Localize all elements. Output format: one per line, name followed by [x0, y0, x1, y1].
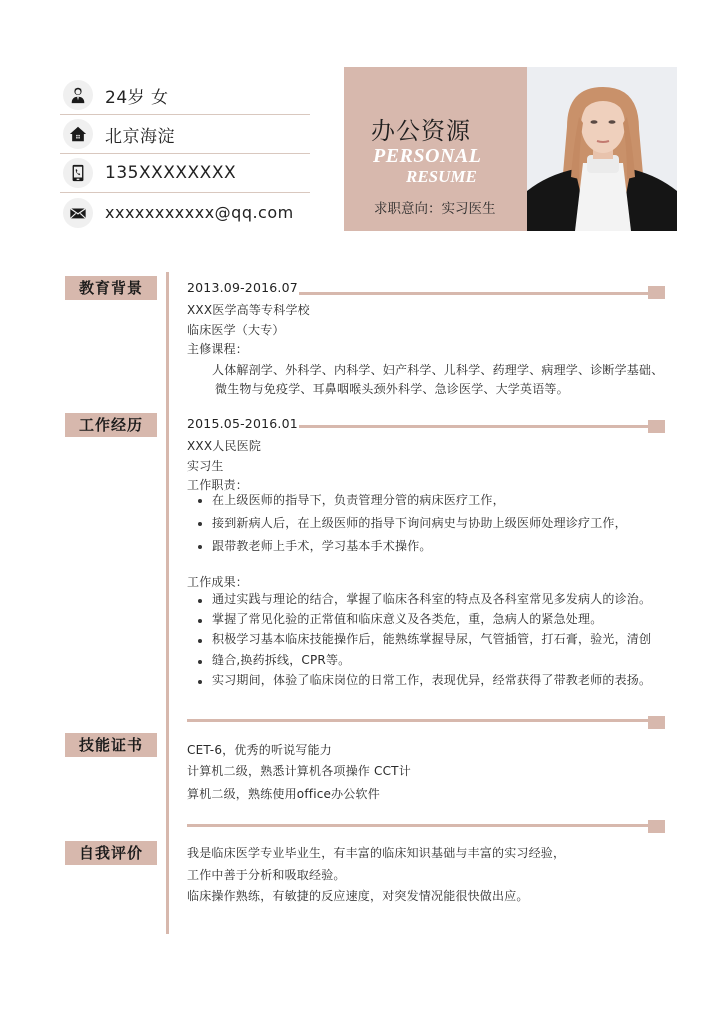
work-duties-label: 工作职责：	[187, 478, 249, 492]
work-divider-marker	[648, 420, 665, 433]
education-period: 2013.09-2016.07	[187, 280, 298, 295]
skill-line: 算机二级，熟练使用office办公软件	[187, 787, 380, 801]
portrait-image	[527, 67, 677, 231]
email-address[interactable]: xxxxxxxxxxx@qq.com	[105, 203, 294, 222]
section-label-self-eval: 自我评价	[65, 841, 157, 865]
duty-item: 接到新病人后，在上级医师的指导下询问病史与协助上级医师处理诊疗工作，	[196, 512, 627, 535]
candidate-name: 办公资源	[371, 117, 471, 145]
education-divider-marker	[648, 286, 665, 299]
work-divider	[299, 425, 649, 428]
achievement-item: 积极学习基本临床技能操作后，能熟练掌握导尿，气管插管，打石膏，验光，清创	[196, 629, 651, 650]
skill-line: CET-6，优秀的听说写能力	[187, 743, 332, 757]
mail-icon	[63, 198, 93, 228]
work-achievements-label: 工作成果：	[187, 575, 249, 589]
location: 北京海淀	[105, 126, 175, 147]
title-panel	[344, 67, 527, 231]
work-achievements-list	[196, 589, 651, 690]
job-intent: 求职意向：实习医生	[374, 201, 496, 217]
section-label-education: 教育背景	[65, 276, 157, 300]
achievement-item: 实习期间，体验了临床岗位的日常工作，表现优异，经常获得了带教老师的表扬。	[196, 670, 651, 690]
work-employer: XXX人民医院	[187, 439, 262, 453]
contact-row-age-gender	[60, 76, 310, 115]
education-school: XXX医学高等专科学校	[187, 303, 310, 317]
work-duties-list	[196, 489, 627, 558]
achievement-item: 缝合,换药拆线，CPR等。	[196, 650, 651, 670]
section-label-work: 工作经历	[65, 413, 157, 437]
person-icon	[63, 80, 93, 110]
english-title-personal: PERSONAL	[373, 145, 482, 167]
contact-row-email	[60, 193, 310, 232]
self-eval-line: 我是临床医学专业毕业生，有丰富的临床知识基础与丰富的实习经验，	[187, 846, 566, 860]
education-divider	[299, 292, 649, 295]
skills-divider-marker	[648, 716, 665, 729]
home-icon	[63, 119, 93, 149]
self-eval-divider	[187, 824, 649, 827]
english-title-resume: RESUME	[406, 167, 477, 186]
skill-line: 计算机二级，熟悉计算机各项操作 CCT计	[187, 764, 411, 778]
education-courses-line1: 人体解剖学、外科学、内科学、妇产科学、儿科学、药理学、病理学、诊断学基础、	[212, 363, 664, 377]
self-eval-divider-marker	[648, 820, 665, 833]
work-position: 实习生	[187, 459, 224, 473]
section-label-skills: 技能证书	[65, 733, 157, 757]
education-courses-label: 主修课程：	[187, 342, 249, 356]
education-courses-line2: 微生物与免疫学、耳鼻咽喉头颈外科学、急诊医学、大学英语等。	[215, 382, 569, 396]
self-eval-line: 工作中善于分析和吸取经验。	[187, 868, 346, 882]
achievement-item: 掌握了常见化验的正常值和临床意义及各类危，重，急病人的紧急处理。	[196, 609, 651, 629]
contact-row-phone	[60, 154, 310, 193]
work-period: 2015.05-2016.01	[187, 416, 298, 431]
duty-item: 在上级医师的指导下，负责管理分管的病床医疗工作，	[196, 489, 627, 512]
self-eval-line: 临床操作熟练，有敏捷的反应速度，对突发情况能很快做出应。	[187, 889, 529, 903]
duty-item: 跟带教老师上手术，学习基本手术操作。	[196, 535, 627, 558]
contact-info	[60, 76, 310, 232]
achievement-item: 通过实践与理论的结合，掌握了临床各科室的特点及各科室常见多发病人的诊治。	[196, 589, 651, 609]
skills-divider	[187, 719, 649, 722]
contact-row-location	[60, 115, 310, 154]
phone-icon	[63, 158, 93, 188]
timeline-vertical-line	[166, 272, 169, 934]
profile-photo	[527, 67, 677, 231]
education-major: 临床医学（大专）	[187, 323, 285, 337]
age-gender: 24岁 女	[105, 87, 169, 108]
phone-number[interactable]: 135XXXXXXXX	[105, 163, 237, 183]
